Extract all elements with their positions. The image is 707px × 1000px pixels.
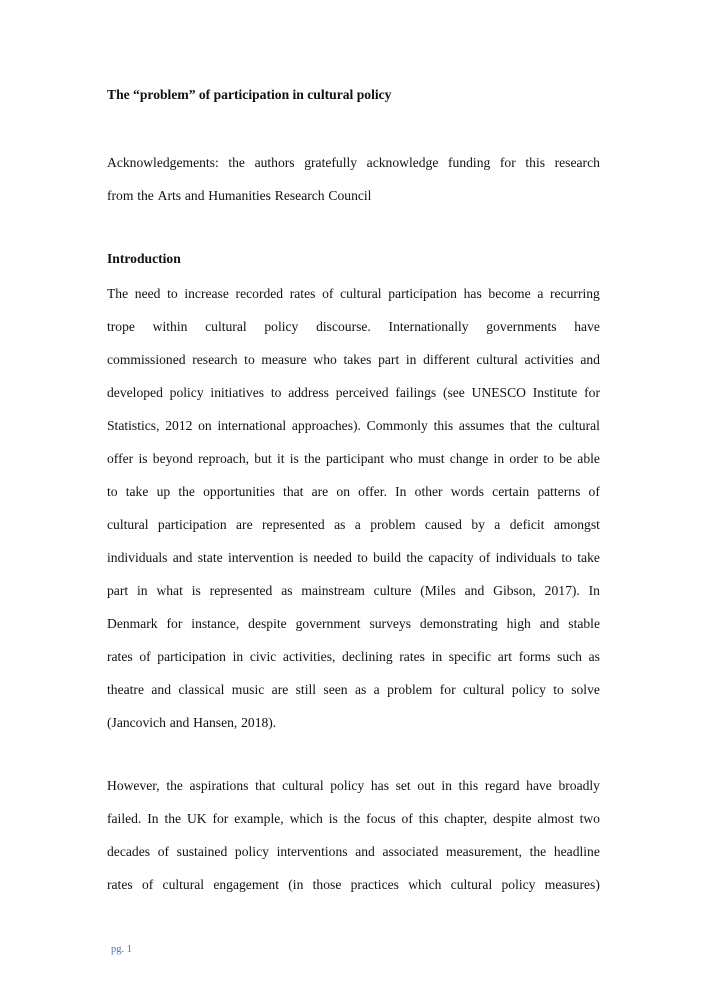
word: must <box>418 451 445 466</box>
word: in <box>405 352 417 367</box>
word: is <box>138 451 148 466</box>
word: discourse. <box>316 319 371 334</box>
word: has <box>370 778 389 793</box>
word: Acknowledgements: <box>107 155 219 170</box>
word: offer. <box>358 484 387 499</box>
word: as <box>281 583 293 598</box>
word: rates <box>107 649 133 664</box>
word: policy <box>169 385 204 400</box>
word: policy <box>501 877 536 892</box>
word: order <box>509 451 539 466</box>
section-heading-introduction: Introduction <box>107 251 181 266</box>
word: need <box>134 286 161 301</box>
word: in <box>232 649 244 664</box>
word: measure <box>261 352 307 367</box>
word: a <box>494 517 501 532</box>
word: despite <box>493 811 532 826</box>
word: for <box>166 616 183 631</box>
word: mainstream <box>301 583 365 598</box>
word: measurement, <box>446 844 522 859</box>
word: in <box>431 649 443 664</box>
word: out <box>417 778 435 793</box>
text-line <box>107 343 600 376</box>
word: Institute <box>532 385 578 400</box>
word: of <box>478 550 491 565</box>
word: (see <box>442 385 465 400</box>
text-line <box>107 541 600 574</box>
word: build <box>373 550 402 565</box>
word: to <box>553 682 564 697</box>
word: is <box>328 811 338 826</box>
word: on <box>336 484 350 499</box>
word: policy <box>234 844 269 859</box>
word: policy <box>264 319 299 334</box>
word: despite <box>248 616 287 631</box>
word: for <box>439 682 456 697</box>
word: are <box>271 682 289 697</box>
word: certain <box>492 484 530 499</box>
introduction-paragraph-1 <box>107 277 600 739</box>
word: commissioned <box>107 352 186 367</box>
word: take <box>125 484 149 499</box>
word: Commonly <box>366 418 428 433</box>
word: problem <box>387 682 433 697</box>
word: and <box>151 682 171 697</box>
word: this <box>433 418 454 433</box>
word: UK <box>186 811 207 826</box>
word: 2012 <box>165 418 193 433</box>
word: initiatives <box>210 385 265 400</box>
word: such <box>557 649 582 664</box>
word: this <box>458 778 479 793</box>
word: it <box>276 451 285 466</box>
word: this <box>525 155 546 170</box>
word: individuals <box>107 550 168 565</box>
word: Denmark <box>107 616 158 631</box>
word: and <box>169 715 190 730</box>
word: surveys <box>369 616 411 631</box>
word: beyond <box>152 451 193 466</box>
word: take <box>577 550 600 565</box>
word: Research <box>274 188 325 203</box>
word: that <box>255 778 276 793</box>
word: of <box>141 877 154 892</box>
word: to <box>270 385 282 400</box>
word: approaches). <box>291 418 361 433</box>
word: activities <box>524 352 574 367</box>
word: is <box>191 583 201 598</box>
word: (Jancovich <box>107 715 166 730</box>
word: but <box>254 451 272 466</box>
text-line <box>107 277 600 310</box>
word: However, <box>107 778 160 793</box>
word: failed. <box>107 811 142 826</box>
word: developed <box>107 385 163 400</box>
word: offer <box>107 451 134 466</box>
word: aspirations <box>189 778 249 793</box>
word: to <box>167 286 178 301</box>
word: rates <box>399 649 425 664</box>
word: governments <box>486 319 557 334</box>
word: music <box>231 682 265 697</box>
word: part <box>378 352 400 367</box>
word: which <box>408 877 442 892</box>
word: (Miles <box>420 583 456 598</box>
word: the <box>304 451 321 466</box>
text-line <box>107 706 600 739</box>
word: demonstrating <box>419 616 498 631</box>
word: state <box>197 550 223 565</box>
word: engagement <box>213 877 280 892</box>
word: gratefully <box>304 155 358 170</box>
word: on <box>198 418 212 433</box>
word: that <box>509 418 531 433</box>
word: acknowledge <box>366 155 439 170</box>
word: forms <box>518 649 551 664</box>
word: sustained <box>176 844 228 859</box>
word: decades <box>107 844 151 859</box>
text-line <box>107 769 600 802</box>
word: address <box>288 385 329 400</box>
word: a <box>354 517 361 532</box>
word: theatre <box>107 682 144 697</box>
word: as <box>334 517 346 532</box>
word: cultural <box>340 286 382 301</box>
word: cultural <box>282 778 324 793</box>
word: part <box>107 583 129 598</box>
word: that <box>283 484 304 499</box>
word: the <box>137 188 154 203</box>
word: of <box>401 811 413 826</box>
page-number-footer: pg. 1 <box>111 944 132 955</box>
word: of <box>139 649 151 664</box>
word: international <box>217 418 287 433</box>
word: reproach, <box>198 451 250 466</box>
word: (in <box>288 877 304 892</box>
word: to <box>357 550 368 565</box>
word: declining <box>342 649 393 664</box>
word: problem <box>370 517 416 532</box>
word: headline <box>553 844 600 859</box>
word: government <box>295 616 361 631</box>
word: caused <box>424 517 462 532</box>
word: for <box>584 385 600 400</box>
word: Arts <box>157 188 182 203</box>
word: activities, <box>282 649 336 664</box>
word: authors <box>254 155 295 170</box>
acknowledgements-paragraph <box>107 146 600 212</box>
word: 2017). <box>544 583 580 598</box>
word: The <box>107 286 129 301</box>
word: associated <box>382 844 439 859</box>
word: In <box>147 811 159 826</box>
text-line <box>107 146 600 179</box>
word: set <box>395 778 411 793</box>
word: cultural <box>463 682 505 697</box>
word: as <box>354 682 367 697</box>
word: within <box>152 319 188 334</box>
word: two <box>579 811 600 826</box>
word: the <box>228 155 245 170</box>
word: interventions <box>276 844 348 859</box>
word: research <box>554 155 600 170</box>
word: seen <box>323 682 348 697</box>
word: the <box>178 484 195 499</box>
word: the <box>529 844 547 859</box>
word: different <box>423 352 470 367</box>
word: rates <box>289 286 316 301</box>
word: of <box>322 286 334 301</box>
word: still <box>295 682 317 697</box>
word: to <box>107 484 118 499</box>
text-line <box>107 868 600 901</box>
word: which <box>289 811 323 826</box>
text-line <box>107 442 600 475</box>
word: and <box>355 844 375 859</box>
word: by <box>471 517 485 532</box>
word: what <box>156 583 183 598</box>
word: participation <box>157 649 226 664</box>
word: cultural <box>107 517 149 532</box>
text-line <box>107 640 600 673</box>
word: Statistics, <box>107 418 160 433</box>
word: participation <box>157 517 227 532</box>
word: individuals <box>495 550 557 565</box>
word: Council <box>328 188 372 203</box>
word: recorded <box>235 286 284 301</box>
word: a <box>537 286 544 301</box>
word: almost <box>537 811 574 826</box>
word: to <box>561 550 572 565</box>
word: cultural <box>476 352 518 367</box>
word: and <box>580 352 600 367</box>
word: research <box>192 352 238 367</box>
word: opportunities <box>203 484 275 499</box>
word: Gibson, <box>493 583 536 598</box>
word: the <box>406 550 424 565</box>
word: specific <box>448 649 492 664</box>
word: of <box>588 484 600 499</box>
word: policy <box>511 682 546 697</box>
word: funding <box>448 155 491 170</box>
word: other <box>414 484 443 499</box>
word: trope <box>107 319 135 334</box>
word: and <box>172 550 193 565</box>
word: to <box>244 352 255 367</box>
word: this <box>418 811 439 826</box>
word: example, <box>234 811 284 826</box>
word: words <box>450 484 484 499</box>
word: as <box>588 649 600 664</box>
word: the <box>536 418 553 433</box>
word: in <box>493 451 505 466</box>
word: have <box>526 778 552 793</box>
word: In <box>588 583 600 598</box>
word: is <box>298 550 309 565</box>
word: high <box>506 616 531 631</box>
text-line <box>107 835 600 868</box>
word: deficit <box>509 517 545 532</box>
text-line <box>107 607 600 640</box>
text-line <box>107 508 600 541</box>
word: represented <box>262 517 325 532</box>
word: has <box>463 286 482 301</box>
word: have <box>574 319 600 334</box>
word: in <box>137 583 148 598</box>
word: change <box>449 451 489 466</box>
word: and <box>539 616 560 631</box>
word: Internationally <box>388 319 469 334</box>
word: amongst <box>553 517 600 532</box>
word: measures) <box>544 877 600 892</box>
word: perceived <box>335 385 389 400</box>
text-line <box>107 179 600 212</box>
word: participation <box>388 286 457 301</box>
word: cultural <box>558 418 600 433</box>
word: cultural <box>162 877 205 892</box>
word: rates <box>107 877 133 892</box>
word: solve <box>571 682 600 697</box>
word: is <box>289 451 299 466</box>
word: recurring <box>550 286 600 301</box>
word: who <box>389 451 413 466</box>
word: 2018). <box>241 715 277 730</box>
word: capacity <box>428 550 474 565</box>
word: failings <box>395 385 437 400</box>
word: in <box>441 778 452 793</box>
word: art <box>497 649 513 664</box>
word: practices <box>350 877 399 892</box>
word: the <box>164 811 182 826</box>
text-line <box>107 376 600 409</box>
word: become <box>488 286 531 301</box>
word: civic <box>249 649 277 664</box>
word: intervention <box>227 550 294 565</box>
word: be <box>559 451 573 466</box>
text-line <box>107 802 600 835</box>
word: Hansen, <box>193 715 238 730</box>
word: assumes <box>458 418 505 433</box>
text-line <box>107 574 600 607</box>
word: Humanities <box>208 188 271 203</box>
word: participant <box>325 451 385 466</box>
word: from <box>107 188 134 203</box>
word: who <box>313 352 337 367</box>
word: cultural <box>205 319 247 334</box>
word: are <box>311 484 329 499</box>
word: UNESCO <box>471 385 526 400</box>
text-line <box>107 409 600 442</box>
word: for <box>212 811 229 826</box>
word: focus <box>366 811 396 826</box>
word: cultural <box>450 877 493 892</box>
word: of <box>157 844 170 859</box>
text-line <box>107 673 600 706</box>
word: a <box>373 682 380 697</box>
word: chapter, <box>444 811 488 826</box>
word: regard <box>484 778 520 793</box>
introduction-paragraph-2 <box>107 769 600 901</box>
word: those <box>312 877 342 892</box>
word: are <box>236 517 253 532</box>
word: the <box>166 778 183 793</box>
word: broadly <box>558 778 600 793</box>
word: represented <box>209 583 273 598</box>
word: to <box>543 451 554 466</box>
word: needed <box>313 550 352 565</box>
word: patterns <box>537 484 581 499</box>
word: for <box>499 155 516 170</box>
text-line <box>107 310 600 343</box>
word: classical <box>178 682 225 697</box>
word: the <box>343 811 361 826</box>
word: and <box>184 188 205 203</box>
text-line <box>107 475 600 508</box>
word: culture <box>373 583 412 598</box>
word: In <box>395 484 407 499</box>
word: stable <box>568 616 600 631</box>
word: up <box>156 484 171 499</box>
word: able <box>577 451 600 466</box>
word: policy <box>330 778 365 793</box>
word: increase <box>184 286 229 301</box>
document-title: The “problem” of participation in cultural policy <box>107 87 392 102</box>
word: instance, <box>191 616 240 631</box>
word: and <box>464 583 485 598</box>
word: takes <box>343 352 372 367</box>
